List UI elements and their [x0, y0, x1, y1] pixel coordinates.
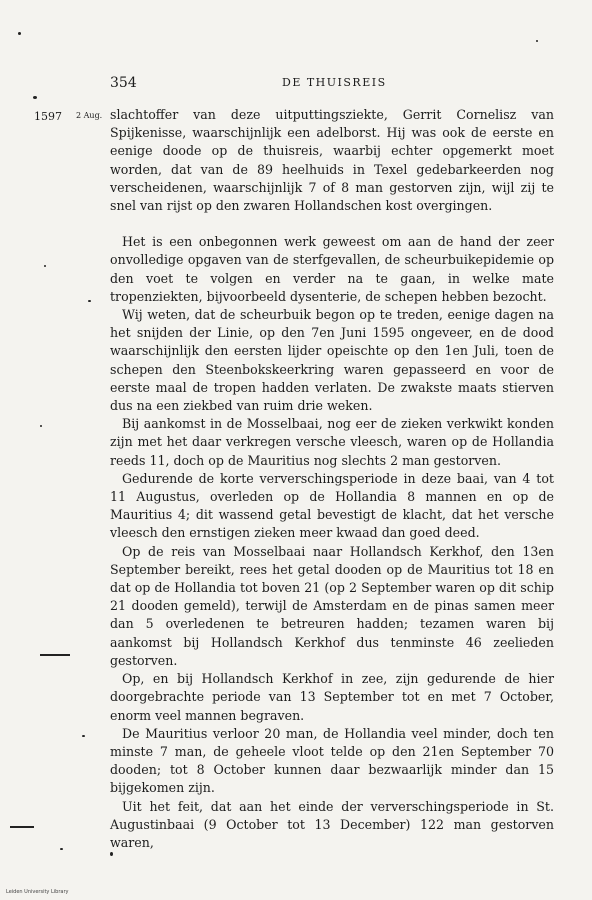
scan-speck	[18, 32, 21, 35]
paragraph-9: Uit het feit, dat aan het einde der ververschingsperiode in St. Augustinbaai (9 October tot 13 December) 122 man gestorven waren,	[110, 798, 554, 850]
scan-speck	[44, 265, 46, 267]
scan-speck	[60, 848, 63, 850]
scan-mark	[40, 654, 70, 656]
paragraph-3: Wij weten, dat de scheurbuik begon op te treden, eenige dagen na het snijden der Linie, op den 7en Juni 1595 ongeveer, en de dood waarschijnlijk den eersten lijder opeischte op den 1en Juli, toen de schepen den Steenbokskeerkring waren gepasseerd en voor de eerste maal de tropen hadden verlaten. De zwakste maats stierven dus na een ziekbed van ruim drie weken.	[110, 307, 554, 414]
paragraph-4: Bij aankomst in de Mosselbaai, nog eer de zieken verkwikt konden zijn met het daar verkregen versche vleesch, waren op de Hollandia reeds 11, doch op de Mauritius nog slechts 2 man gestorven.	[110, 416, 554, 468]
margin-date: 2 Aug.	[76, 111, 103, 120]
paragraph-5: Gedurende de korte ververschingsperiode in deze baai, van 4 tot 11 Augustus, overleden op de Hollandia 8 mannen en op de Mauritius 4; dit wassend getal bevestigt de klacht, dat het versche vleesch den ernstigen zieken meer kwaad dan goed deed.	[110, 470, 554, 541]
page-header	[110, 75, 550, 95]
paragraph-8: De Mauritius verloor 20 man, de Hollandia veel minder, doch ten minste 7 man, de geheele vloot telde op den 21en September 70 dooden; tot 8 October kunnen daar bezwaarlijk minder dan 15 bijgekomen zijn.	[110, 725, 554, 796]
body-text	[110, 106, 554, 852]
paragraph-6: Op de reis van Mosselbaai naar Hollandsch Kerkhof, den 13en September bereikt, rees het getal dooden op de Mauritius tot 18 en dat op de Hollandia tot boven 21 (op 2 September waren op dit schip 21 dooden gemeld), terwijl de Amsterdam en de pinas samen meer dan 5 overledenen te betreuren hadden; tezamen waren bij aankomst bij Hollandsch Kerkhof dus tenminste 46 zeelieden gestorven.	[110, 543, 554, 668]
scan-mark	[10, 826, 34, 828]
paragraph-7: Op, en bij Hollandsch Kerkhof in zee, zijn gedurende de hier doorgebrachte periode van 13 September tot en met 7 October, enorm veel mannen begraven.	[110, 671, 554, 723]
footer-note: Leiden University Library	[6, 889, 69, 895]
scan-speck	[88, 300, 91, 302]
running-title: DE THUISREIS	[282, 76, 387, 89]
scan-speck	[33, 96, 37, 99]
scan-speck	[82, 735, 85, 737]
scan-speck	[536, 40, 538, 42]
scan-speck	[110, 852, 113, 856]
margin-year: 1597	[34, 110, 62, 123]
page-number: 354	[110, 75, 137, 91]
paragraph-2: Het is een onbegonnen werk geweest om aan de hand der zeer onvolledige opgaven van de sterfgevallen, de scheurbuikepidemie op den voet te volgen en verder na te gaan, in welke mate tropenziekten, bijvoorbeeld dysenterie, de schepen hebben bezocht.	[110, 234, 554, 304]
scan-speck	[40, 425, 42, 427]
paragraph-1: slachtoffer van deze uitputtingsziekte, Gerrit Cornelisz van Spijkenisse, waarschijnlijk een adelborst. Hij was ook de eerste en eenige doode op de thuisreis, waarbij echter opgemerkt moet worden, dat van de 89 heelhuids in Texel gedebarkeerden nog verscheidenen, waarschijnlijk 7 of 8 man gestorven zijn, wijl zij te snel van rijst op den zwaren Hollandschen kost overgingen.	[110, 107, 554, 214]
